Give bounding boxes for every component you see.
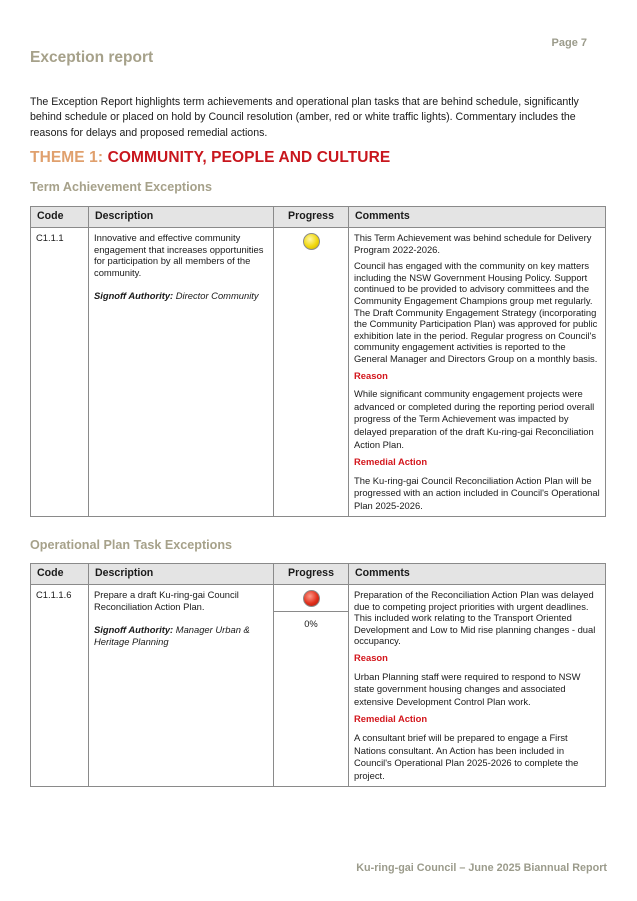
header-code: Code xyxy=(31,207,89,228)
intro-paragraph: The Exception Report highlights term achievements and operational plan tasks that are behind schedule, significantly behind schedule or placed on hold by Council resolution (amber, red or white traffic lights). Commentary includes the reasons for delays and proposed remedial actions. xyxy=(30,96,579,139)
row-code: C1.1.1.6 xyxy=(31,585,89,787)
amber-traffic-light-icon xyxy=(303,233,320,250)
task-exceptions-table xyxy=(30,563,606,787)
row-description: Innovative and effective community engagement that increases opportunities for participation by all members of the community. xyxy=(94,232,264,278)
header-description: Description xyxy=(89,564,274,585)
theme-number: THEME 1: xyxy=(30,149,104,166)
page-title: Exception report xyxy=(30,49,154,66)
progress-percent: 0% xyxy=(274,611,348,636)
page-number: Page 7 xyxy=(551,37,587,49)
header-comments: Comments xyxy=(349,207,606,228)
header-progress: Progress xyxy=(274,207,349,228)
signoff-value: Manager Urban & Heritage Planning xyxy=(94,624,250,647)
remedial-text: The Ku-ring-gai Council Reconciliation Action Plan will be progressed with an action included in Council's Operational Plan 2025-2026. xyxy=(354,474,600,511)
table-header-row xyxy=(31,207,606,228)
comment-text: Council has engaged with the community on key matters including the NSW Government Housing Policy. Support continued to be provided to advisory committees and the Community Engagement Champions group met regularly. The Draft Community Engagement Strategy (incorporating the Community Participation Plan) was approved for public exhibition late in the period. Regular progress on Council's community engagement activities is reported to the General Manager and Directors Group on a monthly basis. xyxy=(354,260,598,364)
row-description-cell xyxy=(89,585,274,787)
page-footer: Ku-ring-gai Council – June 2025 Biannual Report xyxy=(356,862,607,874)
reason-text: Urban Planning staff were required to respond to NSW state government housing changes and associated extensive Development Control Plan work. xyxy=(354,670,581,707)
remedial-text: A consultant brief will be prepared to engage a First Nations consultant. An Action has been included in Council's Operational Plan 2025-2026 to complete the project. xyxy=(354,731,579,781)
row-description-cell xyxy=(89,228,274,517)
header-description: Description xyxy=(89,207,274,228)
remedial-heading: Remedial Action xyxy=(354,713,428,725)
row-comments xyxy=(349,585,606,787)
signoff-label: Signoff Authority: xyxy=(94,624,174,636)
remedial-heading: Remedial Action xyxy=(354,456,428,468)
table-header-row xyxy=(31,564,606,585)
row-code: C1.1.1 xyxy=(31,228,89,517)
signoff xyxy=(94,290,268,302)
table-row xyxy=(31,585,606,787)
reason-heading: Reason xyxy=(354,651,388,663)
row-description: Prepare a draft Ku-ring-gai Council Reconciliation Action Plan. xyxy=(94,589,239,612)
header-progress: Progress xyxy=(274,564,349,585)
row-progress xyxy=(274,585,349,787)
header-code: Code xyxy=(31,564,89,585)
signoff-label: Signoff Authority: xyxy=(94,290,174,302)
row-comments xyxy=(349,228,606,517)
signoff xyxy=(94,624,268,647)
comment-text: This Term Achievement was behind schedule for Delivery Program 2022-2026. xyxy=(354,232,592,255)
term-exceptions-table xyxy=(30,206,606,517)
signoff-value: Director Community xyxy=(175,290,259,302)
red-traffic-light-icon xyxy=(303,590,320,607)
comment-text: Preparation of the Reconciliation Action Plan was delayed due to competing project priorities with urgent deadlines. This included work relating to the Transport Oriented Development and Low to Mid rise planning changes - dual occupancy. xyxy=(354,589,596,647)
reason-text: While significant community engagement projects were advanced or completed during the reporting period overall progress of the Term Achievement was impacted by delayed preparation of the draft Ku-ring-gai Reconciliation Action Plan. xyxy=(354,388,595,450)
term-section-title: Term Achievement Exceptions xyxy=(30,180,212,194)
task-section-title: Operational Plan Task Exceptions xyxy=(30,538,233,552)
theme-heading xyxy=(30,149,390,167)
row-progress xyxy=(274,228,349,517)
reason-heading: Reason xyxy=(354,369,388,381)
table-row xyxy=(31,228,606,517)
theme-name: COMMUNITY, PEOPLE AND CULTURE xyxy=(107,149,391,166)
header-comments: Comments xyxy=(349,564,606,585)
